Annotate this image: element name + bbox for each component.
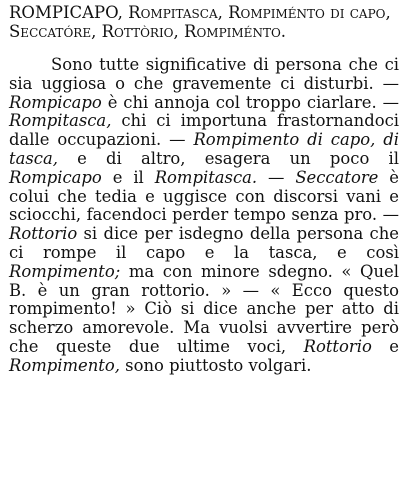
- headword-rompimento-di-capo: Rompiménto di capo: [228, 3, 386, 22]
- body-text: Sono tutte significative di persona che ci sia uggiosa o che gravemente ci disturbi. —: [9, 55, 399, 93]
- body-term: Rompitasca,: [9, 111, 112, 131]
- separator: ,: [173, 21, 185, 41]
- body-term: Rompicapo: [9, 167, 102, 187]
- body-term: Rompitasca.: [154, 167, 258, 187]
- body-term: Rompimento;: [9, 261, 121, 281]
- body-term: Rompimento,: [9, 355, 120, 375]
- body-text: è colui che tedia e uggisce con discorsi vani e sciocchi, facendoci perder tempo senza pro. —: [9, 167, 399, 225]
- separator: ,: [117, 3, 129, 22]
- body-text: e: [371, 336, 399, 356]
- entry-definition: [9, 56, 399, 376]
- body-term: Rompicapo: [9, 92, 102, 112]
- headword-rompimento: Rompiménto: [184, 21, 281, 41]
- headword-rompitasca: Rompitasca: [128, 3, 218, 22]
- headword-seccatore: Seccatóre: [9, 21, 92, 41]
- body-text: chi ci importuna frastornandoci dalle occupazioni. —: [9, 111, 399, 150]
- entry-headword-line: [9, 4, 399, 41]
- headword-rompicapo: ROMPICAPO: [9, 3, 118, 22]
- body-text: —: [257, 167, 296, 187]
- headword-rottorio: Rottòrio: [101, 21, 174, 41]
- body-text: e di altro, esagera un poco il: [57, 148, 399, 168]
- body-term: Rottorio: [303, 336, 372, 356]
- separator: ,: [217, 3, 229, 22]
- body-term: Seccatore: [295, 167, 379, 187]
- body-text: è chi annoja col troppo ciarlare. —: [101, 92, 399, 112]
- body-text: sono piuttosto volgari.: [119, 355, 312, 375]
- separator: ,: [91, 21, 102, 41]
- body-term: Rottorio: [9, 224, 78, 244]
- body-text: si dice per isdegno della persona che ci rompe il capo e la tasca, e così: [9, 224, 399, 262]
- separator: ,: [385, 3, 391, 22]
- body-term: Rompimento di capo, di tasca,: [9, 130, 399, 168]
- headword-end-punctuation: .: [280, 21, 287, 41]
- body-text: ma con minore sdegno. « Quel B. è un gran rottorio. » — « Ecco questo rompimento! » Ciò si dice anche per atto di scherzo amorevole. Ma vuolsi avvertire però che queste due ultime voci,: [9, 261, 399, 356]
- body-text: e il: [101, 167, 155, 187]
